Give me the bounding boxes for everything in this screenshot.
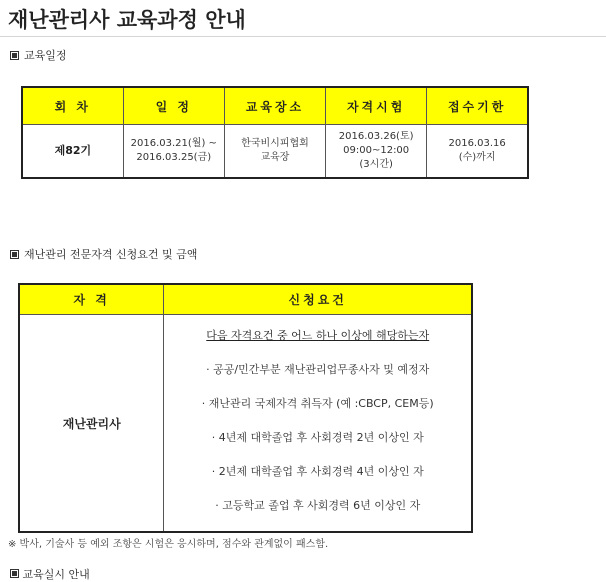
list-item: · 2년제 대학졸업 후 사회경력 4년 이상인 자: [211, 465, 424, 478]
requirements-lead-text: 다음 자격요건 중 어느 하나 이상에 해당하는자: [206, 329, 430, 342]
next-section-heading: [10, 566, 90, 582]
list-item: · 공공/민간부분 재난관리업무종사자 및 예정자: [206, 363, 430, 376]
table-row: [22, 125, 528, 179]
cell-deadline: 2016.03.16 (수)까지: [427, 125, 528, 179]
table-row: [19, 315, 472, 533]
cell-qualification: 재난관리사: [19, 315, 164, 533]
header-deadline: 접수기한: [427, 87, 528, 125]
cell-venue: 한국비시피협회 교육장: [224, 125, 325, 179]
square-bullet-icon: [10, 569, 19, 578]
header-venue: 교육장소: [224, 87, 325, 125]
square-bullet-icon: [10, 51, 19, 60]
header-period: 일 정: [123, 87, 224, 125]
requirements-table: [18, 283, 473, 533]
schedule-table: [21, 86, 529, 179]
square-bullet-icon: [10, 250, 19, 259]
header-qualification: 자 격: [19, 284, 164, 315]
requirements-list: [164, 315, 471, 531]
header-round: 회 차: [22, 87, 123, 125]
schedule-header-row: [22, 87, 528, 125]
list-item: · 4년제 대학졸업 후 사회경력 2년 이상인 자: [211, 431, 424, 444]
footnote: ※ 박사, 기술사 등 예외 조항은 시험은 응시하며, 점수와 관계없이 패스함.: [8, 539, 329, 550]
header-exam: 자격시험: [326, 87, 427, 125]
list-item: · 고등학교 졸업 후 사회경력 6년 이상인 자: [215, 499, 421, 512]
cell-requirements: [164, 315, 472, 533]
list-item: · 재난관리 국제자격 취득자 (예 :CBCP, CEM등): [201, 397, 434, 410]
header-requirements: 신청요건: [164, 284, 472, 315]
requirements-header-row: [19, 284, 472, 315]
next-heading-text: 교육실시 안내: [22, 568, 90, 581]
cell-exam: 2016.03.26(토) 09:00~12:00 (3시간): [326, 125, 427, 179]
cell-round: 제82기: [22, 125, 123, 179]
cell-period: 2016.03.21(월) ~ 2016.03.25(금): [123, 125, 224, 179]
requirements-section-heading: [10, 246, 197, 262]
page-title: 재난관리사 교육과정 안내: [8, 8, 246, 32]
title-divider: [0, 36, 606, 37]
requirements-heading-text: 재난관리 전문자격 신청요건 및 금액: [24, 248, 198, 261]
schedule-section-heading: [10, 47, 67, 63]
schedule-heading-text: 교육일정: [24, 49, 67, 62]
